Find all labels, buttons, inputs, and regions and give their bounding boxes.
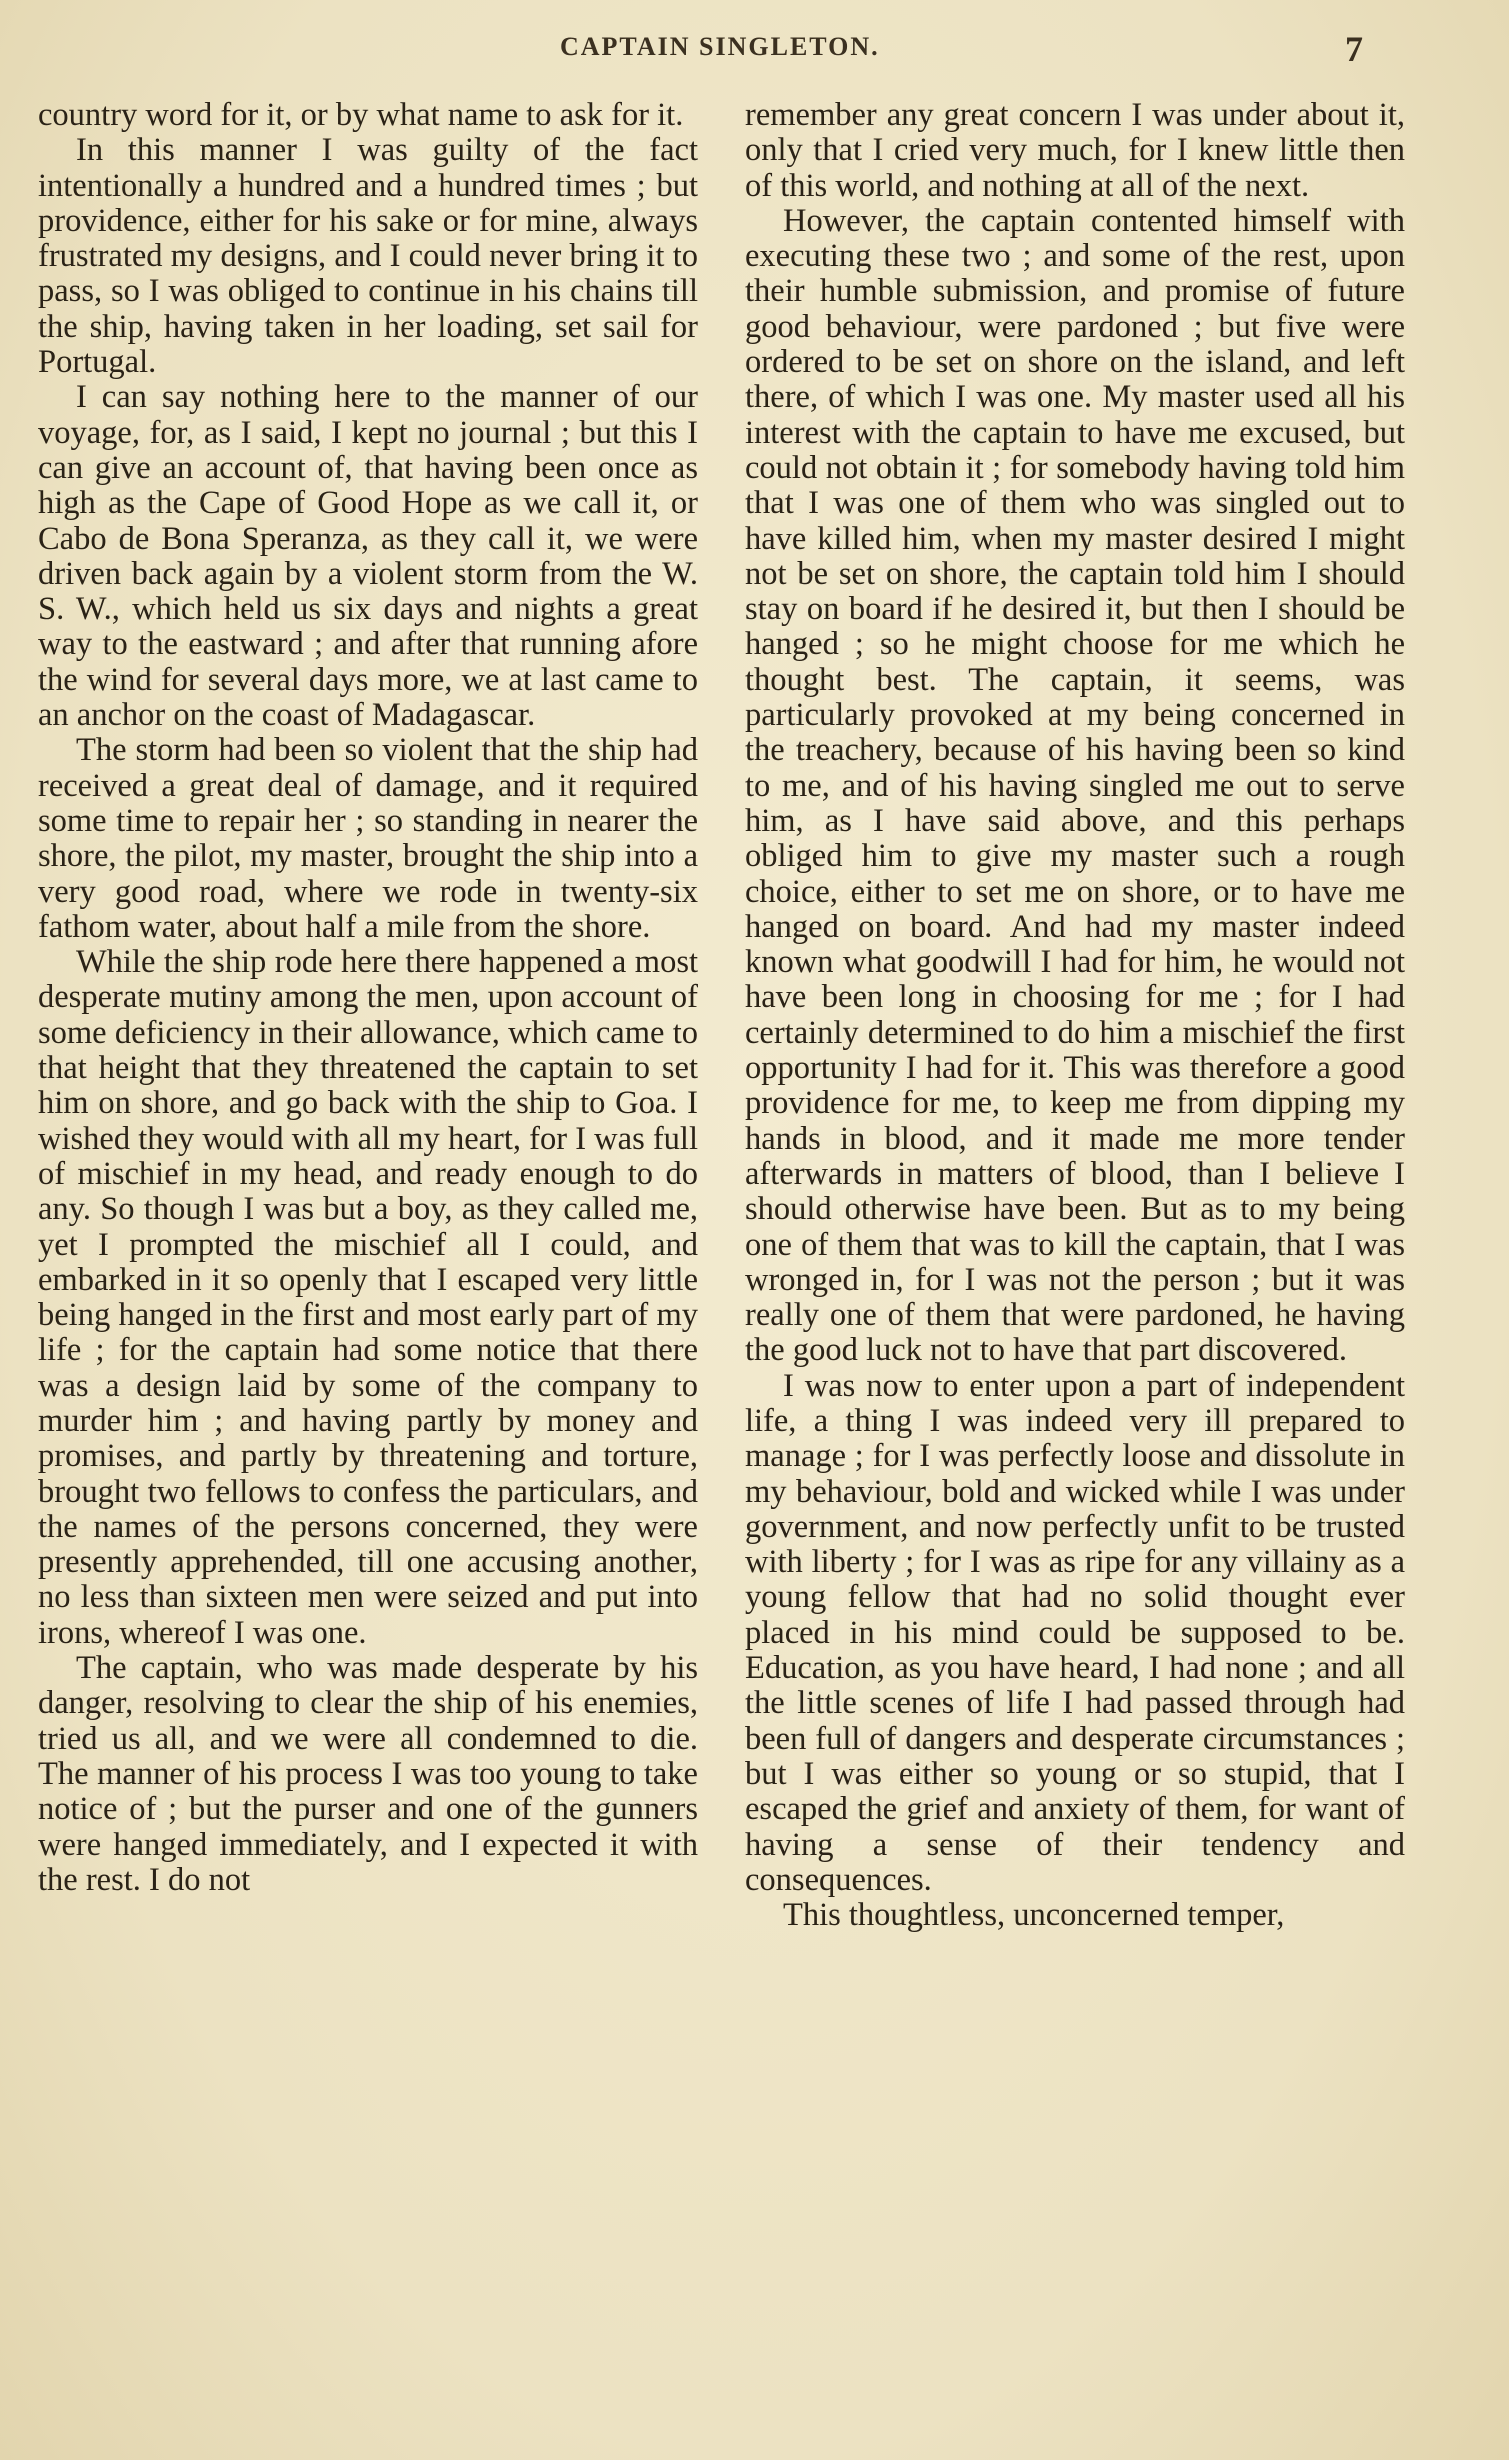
paragraph: The captain, who was made desperate by his danger, resolving to clear the ship of his enemies, tried us all, and we were all condemned to die. The manner of his process I was too young to take notice of ; but the purser and one of the gunners were hanged immediately, and I expected it with the rest. I do not: [38, 1650, 698, 1898]
left-column: [38, 98, 698, 1898]
paragraph: While the ship rode here there happened a most desperate mutiny among the men, upon account of some deficiency in their allowance, which came to that height that they threatened the captain to set him on shore, and go back with the ship to Goa. I wished they would with all my heart, for I was full of mischief in my head, and ready enough to do any. So though I was but a boy, as they called me, yet I prompted the mischief all I could, and embarked in it so openly that I escaped very little being hanged in the first and most early part of my life ; for the captain had some notice that there was a design laid by some of the company to murder him ; and having partly by money and promises, and partly by threatening and torture, brought two fellows to confess the particulars, and the names of the persons concerned, they were presently apprehended, till one accusing another, no less than sixteen men were seized and put into irons, whereof I was one.: [38, 944, 698, 1651]
page-number: 7: [1345, 29, 1363, 69]
paragraph: The storm had been so violent that the ship had received a great deal of damage, and it required some time to repair her ; so standing in nearer the shore, the pilot, my master, brought the ship into a very good road, where we rode in twenty-six fathom water, about half a mile from the shore.: [38, 732, 698, 945]
running-title: CAPTAIN SINGLETON.: [560, 32, 880, 61]
paragraph: I was now to enter upon a part of independent life, a thing I was indeed very ill prepared to manage ; for I was perfectly loose and dissolute in my behaviour, bold and wicked while I was under government, and now perfectly unfit to be trusted with liberty ; for I was as ripe for any villainy as a young fellow that had no solid thought ever placed in his mind could be supposed to be. Education, as you have heard, I had none ; and all the little scenes of life I had passed through had been full of dangers and desperate circumstances ; but I was either so young or so stupid, that I escaped the grief and anxiety of them, for want of having a sense of their tendency and consequences.: [745, 1367, 1405, 1898]
paragraph: However, the captain contented himself with executing these two ; and some of the rest, upon their humble submission, and promise of future good behaviour, were pardoned ; but five were ordered to be set on shore on the island, and left there, of which I was one. My master used all his interest with the captain to have me excused, but could not obtain it ; for somebody having told him that I was one of them who was singled out to have killed him, when my master desired I might not be set on shore, the captain told him I should stay on board if he desired it, but then I should be hanged ; so he might choose for me which he thought best. The captain, it seems, was particularly provoked at my being concerned in the treachery, because of his having been so kind to me, and of his having singled me out to serve him, as I have said above, and this perhaps obliged him to give my master such a rough choice, either to set me on shore, or to have me hanged on board. And had my master indeed known what goodwill I had for him, he would not have been long in choosing for me ; for I had certainly determined to do him a mischief the first opportunity I had for it. This was therefore a good providence for me, to keep me from dipping my hands in blood, and it made me more tender afterwards in matters of blood, than I believe I should otherwise have been. But as to my being one of them that was to kill the captain, that I was wronged in, for I was not the person ; but it was really one of them that were pardoned, he having the good luck not to have that part discovered.: [745, 202, 1405, 1369]
paragraph: I can say nothing here to the manner of our voyage, for, as I said, I kept no journal ; but this I can give an account of, that having been once as high as the Cape of Good Hope as we call it, or Cabo de Bona Speranza, as they call it, we were driven back again by a violent storm from the W. S. W., which held us six days and nights a great way to the eastward ; and after that running afore the wind for several days more, we at last came to an anchor on the coast of Madagascar.: [38, 379, 698, 734]
right-column: [745, 98, 1405, 1933]
paragraph: In this manner I was guilty of the fact intentionally a hundred and a hundred times ; but providence, either for his sake or for mine, always frustrated my designs, and I could never bring it to pass, so I was obliged to continue in his chains till the ship, having taken in her loading, set sail for Portugal.: [38, 132, 698, 381]
paragraph: remember any great concern I was under about it, only that I cried very much, for I knew little then of this world, and nothing at all of the next.: [745, 97, 1405, 204]
running-head: [0, 28, 1509, 68]
paragraph: country word for it, or by what name to ask for it.: [38, 97, 684, 133]
paragraph: This thoughtless, unconcerned temper,: [783, 1897, 1285, 1934]
